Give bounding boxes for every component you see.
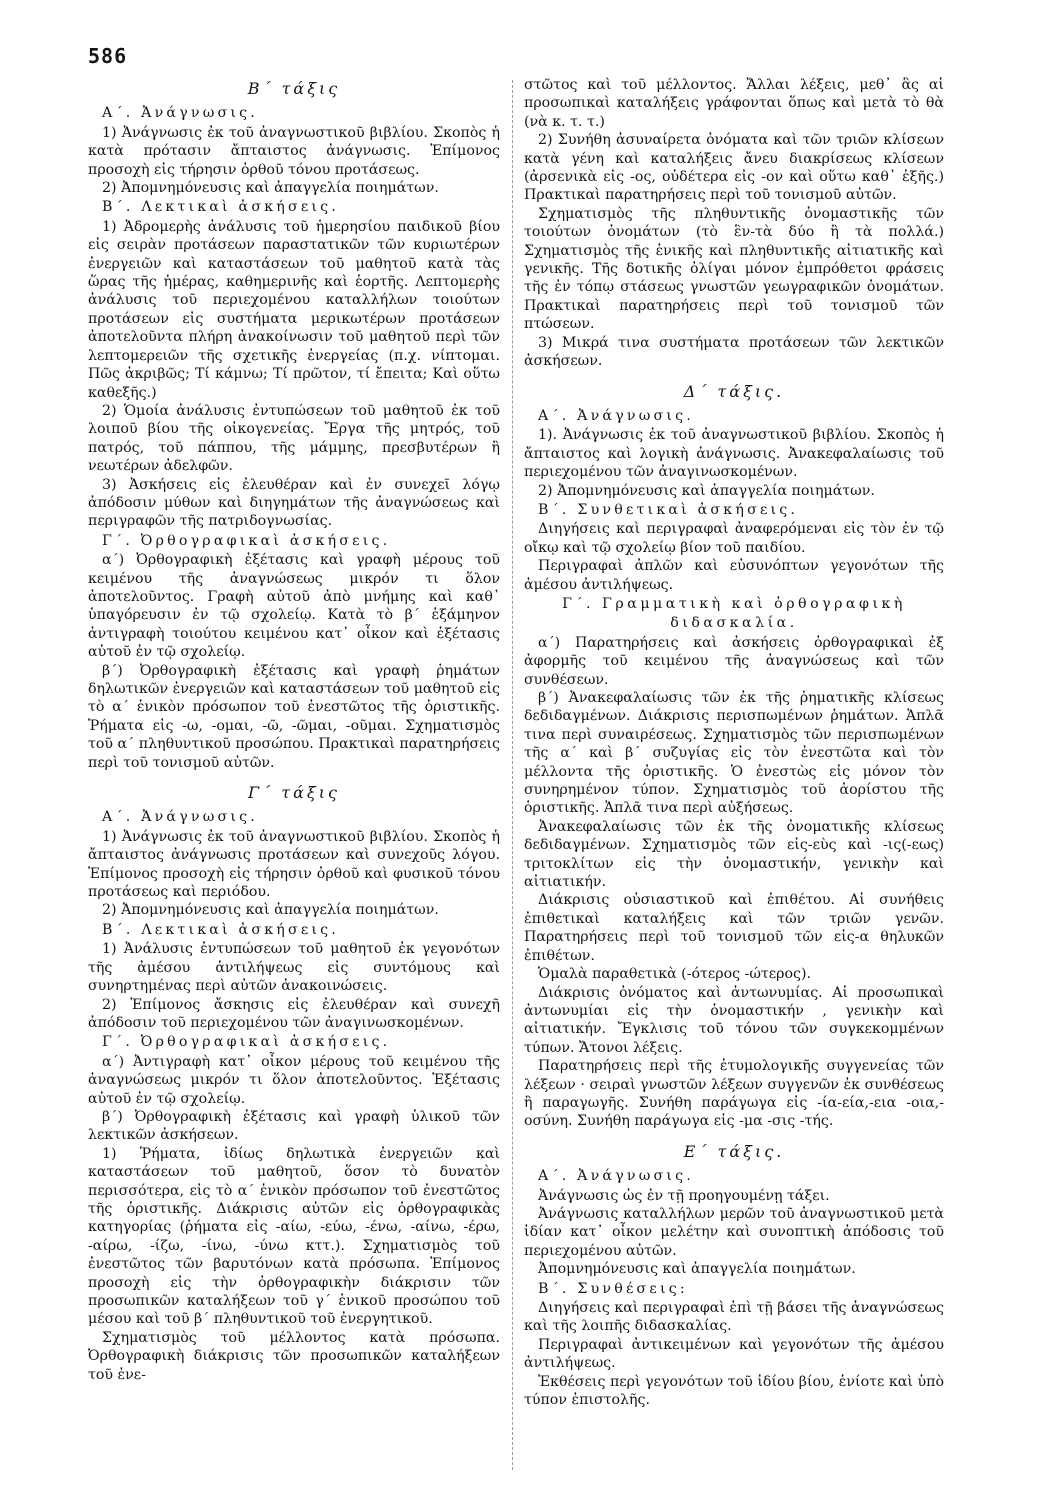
paragraph: 2) Ἐπίμονος ἄσκησις εἰς ἐλευθέραν καὶ συνεχῆ ἀπόδοσιν τοῦ περιεχομένου τῶν ἀναγινωσκομένων.: [88, 996, 500, 1031]
paragraph: Σχηματισμὸς τοῦ μέλλοντος κατὰ πρόσωπα. Ὀρθογραφικὴ διάκρισις τῶν προσωπικῶν καταλήξεων τοῦ ἐνε-: [88, 1329, 500, 1383]
left-column: [88, 78, 500, 1384]
paragraph: β΄) Ὀρθογραφικὴ ἐξέτασις καὶ γραφὴ ῥημάτων δηλωτικῶν ἐνεργειῶν καὶ καταστάσεων τοῦ μαθητοῦ εἰς τὸ α΄ ἑνικὸν πρόσωπον τοῦ ἐνεστῶτος τῆς ὁριστικῆς. Ῥήματα εἰς -ω, -ομαι, -ῶ, -ῶμαι, -οῦμαι. Σχηματισμὸς τοῦ α΄ πληθυντικοῦ προσώπου. Πρακτικαὶ παρατηρήσεις περὶ τοῦ τονισμοῦ αὐτῶν.: [88, 662, 500, 771]
grade-b-lexical-heading: Β΄. Λεκτικαὶ ἀσκήσεις.: [102, 199, 340, 216]
grade-e-compositions-heading: Β΄. Συνθέσεις:: [538, 1280, 688, 1297]
paragraph: α΄) Ὀρθογραφικὴ ἐξέτασις καὶ γραφὴ μέρους τοῦ κειμένου τῆς ἀναγνώσεως μικρόν τι ὅλον ἀποτελοῦντος. Γραφὴ αὐτοῦ ἀπὸ μνήμης καὶ καθ᾽ ὑπαγόρευσιν ἐν τῷ σχολείῳ. Κατὰ τὸ β΄ ἑξάμηνον ἀντιγραφὴ τοιούτου κειμένου κατ᾽ οἶκον καὶ ἐξέτασις αὐτοῦ ἐν τῷ σχολείῳ.: [88, 552, 500, 661]
paragraph: Ἀπομνημόνευσις καὶ ἀπαγγελία ποιημάτων.: [538, 1261, 856, 1278]
paragraph: 2) Ὁμοία ἀνάλυσις ἐντυπώσεων τοῦ μαθητοῦ ἐκ τοῦ λοιποῦ βίου τῆς οἰκογενείας. Ἔργα τῆς μητρός, τοῦ πατρός, τοῦ πάππου, τῆς μάμμης, πρεσβυτέρων ἢ νεωτέρων ἀδελφῶν.: [88, 402, 500, 475]
paragraph: 3) Μικρά τινα συστήματα προτάσεων τῶν λεκτικῶν ἀσκήσεων.: [524, 334, 944, 370]
paragraph: 2) Συνήθη ἀσυναίρετα ὀνόματα καὶ τῶν τριῶν κλίσεων κατὰ γένη καὶ καταλήξεις ἄνευ διακρίσεως κλίσεων (ἀρσενικὰ εἰς -ος, οὐδέτερα εἰς -ον καὶ οὕτω καθ᾽ ἑξῆς.) Πρακτικαὶ παρατηρήσεις περὶ τοῦ τονισμοῦ αὐτῶν.: [524, 132, 944, 204]
paragraph: β΄) Ἀνακεφαλαίωσις τῶν ἐκ τῆς ῥηματικῆς κλίσεως δεδιδαγμένων. Διάκρισις περισπωμένων ῥημάτων. Ἁπλᾶ τινα περὶ συναιρέσεως. Σχηματισμὸς τῶν περισπωμένων τῆς α΄ καὶ β΄ συζυγίας εἰς τὸν ἐνεστῶτα καὶ τὸν μέλλοντα τῆς ὁριστικῆς. Ὁ ἐνεστὼς εἰς μόνον τὸν συνηρημένον τύπον. Σχηματισμὸς τοῦ ἀορίστου τῆς ὁριστικῆς. Ἁπλᾶ τινα περὶ αὐξήσεως.: [524, 690, 944, 817]
paragraph: Ἀνακεφαλαίωσις τῶν ἐκ τῆς ὀνοματικῆς κλίσεως δεδιδαγμένων. Σχηματισμὸς τῶν εἰς-εὺς καὶ -ις(-εως) τριτοκλίτων εἰς τὴν ὀνομαστικήν, γενικὴν καὶ αἰτιατικήν.: [524, 818, 944, 891]
page-number: 586: [88, 44, 128, 68]
paragraph: 3) Ἀσκήσεις εἰς ἐλευθέραν καὶ ἐν συνεχεῖ λόγῳ ἀπόδοσιν μύθων καὶ διηγημάτων τῆς ἀναγνώσεως καὶ περιγραφῶν τῆς πατριδογνωσίας.: [88, 476, 500, 530]
paragraph: Διάκρισις ὀνόματος καὶ ἀντωνυμίας. Αἱ προσωπικαὶ ἀντωνυμίαι εἰς τὴν ὀνομαστικήν , γενικὴν καὶ αἰτιατικήν. Ἔγκλισις τοῦ τόνου τῶν συγκεκομμένων τύπων. Ἄτονοι λέξεις.: [524, 984, 944, 1056]
grade-d-synthetic-heading: Β΄. Συνθετικαὶ ἀσκήσεις.: [538, 501, 799, 518]
column-divider: [512, 80, 513, 1470]
paragraph: Σχηματισμὸς τῆς πληθυντικῆς ὀνομαστικῆς τῶν τοιούτων ὀνομάτων (τὸ ἓν-τὰ δύο ἢ τὰ πολλά.) Σχηματισμὸς τῆς ἑνικῆς καὶ πληθυντικῆς αἰτιατικῆς καὶ γενικῆς. Τῆς δοτικῆς ὀλίγαι μόνον ἐμπρόθετοι φράσεις τῆς ἐν τόπῳ στάσεως γνωστῶν γεωγραφικῶν ὀνομάτων. Πρακτικαὶ παρατηρήσεις περὶ τοῦ τονισμοῦ τῶν πτώσεων.: [524, 205, 944, 333]
paragraph: 1) Ἀδρομερὴς ἀνάλυσις τοῦ ἡμερησίου παιδικοῦ βίου εἰς σειρὰν προτάσεων παραστατικῶν τῶν κυριωτέρων ἐνεργειῶν καὶ καταστάσεων τοῦ μαθητοῦ κατὰ τὰς ὥρας τῆς ἡμέρας, καθημερινῆς καὶ ἑορτῆς. Λεπτομερὴς ἀνάλυσις τοῦ περιεχομένου καταλλήλων τοιούτων προτάσεων εἰς συστήματα μερικωτέρων προτάσεων ἀποτελοῦντα πλήρη ἀνακοίνωσιν τοῦ μαθητοῦ περὶ τῶν λεπτομερειῶν τῆς σχετικῆς ἐνεργείας (π.χ. νίπτομαι. Πῶς ἀκριβῶς; Τί κάμνω; Τί πρῶτον, τί ἔπειτα; Καὶ οὕτω καθεξῆς.): [88, 218, 500, 401]
grade-c-lexical-heading: Β΄. Λεκτικαὶ ἀσκήσεις.: [102, 921, 340, 938]
paragraph: Διάκρισις οὐσιαστικοῦ καὶ ἐπιθέτου. Αἱ συνήθεις ἐπιθετικαὶ καταλήξεις καὶ τῶν τριῶν γενῶν. Παρατηρήσεις περὶ τοῦ τονισμοῦ τῶν εἰς-α θηλυκῶν ἐπιθέτων.: [524, 892, 944, 964]
paragraph: β΄) Ὀρθογραφικὴ ἐξέτασις καὶ γραφὴ ὑλικοῦ τῶν λεκτικῶν ἀσκήσεων.: [88, 1108, 500, 1144]
paragraph: Ἀνάγνωσις ὡς ἐν τῇ προηγουμένῃ τάξει.: [538, 1187, 830, 1204]
paragraph: Ἀνάγνωσις καταλλήλων μερῶν τοῦ ἀναγνωστικοῦ μετὰ ἰδίαν κατ᾽ οἶκον μελέτην καὶ συνοπτικὴ ἀπόδοσις τοῦ περιεχομένου αὐτῶν.: [524, 1205, 944, 1259]
paragraph: 2) Ἀπομνημόνευσις καὶ ἀπαγγελία ποιημάτων.: [538, 482, 875, 499]
paragraph: Διηγήσεις καὶ περιγραφαὶ ἐπὶ τῇ βάσει τῆς ἀναγνώσεως καὶ τῆς λοιπῆς διδασκαλίας.: [524, 1300, 944, 1335]
paragraph: 1) Ἀνάλυσις ἐντυπώσεων τοῦ μαθητοῦ ἐκ γεγονότων τῆς ἀμέσου ἀντιλήψεως εἰς συντόμους καὶ συνηρτημένας περὶ αὐτῶν ἀνακοινώσεις.: [88, 941, 500, 995]
grade-c-title: Γ΄ τάξις: [248, 783, 340, 803]
grade-d-grammar-heading-cont: διδασκαλία.: [670, 615, 798, 632]
grade-b-reading-heading: Α΄. Ἀνάγνωσις.: [102, 105, 258, 122]
paragraph: 1) Ἀνάγνωσις ἐκ τοῦ ἀναγνωστικοῦ βιβλίου. Σκοπὸς ἡ κατὰ πρότασιν ἄπταιστος ἀνάγνωσις. Ἐπίμονος προσοχὴ εἰς τήρησιν ὀρθοῦ τόνου προτάσεως.: [88, 124, 500, 178]
paragraph: Περιγραφαὶ ἀντικειμένων καὶ γεγονότων τῆς ἀμέσου ἀντιλήψεως.: [524, 1336, 944, 1372]
grade-c-reading-heading: Α΄. Ἀνάγνωσις.: [102, 809, 258, 826]
paragraph: Περιγραφαὶ ἁπλῶν καὶ εὐσυνόπτων γεγονότων τῆς ἀμέσου ἀντιλήψεως.: [524, 558, 944, 593]
grade-b-ortho-heading: Γ΄. Ὀρθογραφικαὶ ἀσκήσεις.: [102, 532, 391, 549]
grade-b-title: B΄ τάξις: [247, 79, 341, 98]
grade-d-title: Δ΄ τάξις.: [683, 381, 785, 401]
paragraph: 2) Ἀπομνημόνευσις καὶ ἀπαγγελία ποιημάτων.: [102, 902, 439, 919]
paragraph-continuation: στῶτος καὶ τοῦ μέλλοντος. Ἄλλαι λέξεις, μεθ᾽ ἃς αἱ προσωπικαὶ καταλήξεις γράφονται ὅπως καὶ μετὰ τὸ θὰ (νὰ κ. τ. τ.): [524, 77, 944, 130]
paragraph: Ὁμαλὰ παραθετικὰ (-ότερος -ώτερος).: [538, 966, 812, 983]
paragraph: Ἐκθέσεις περὶ γεγονότων τοῦ ἰδίου βίου, ἐνίοτε καὶ ὑπὸ τύπον ἐπιστολῆς.: [524, 1373, 944, 1409]
paragraph: 1). Ἀνάγνωσις ἐκ τοῦ ἀναγνωστικοῦ βιβλίου. Σκοπὸς ἡ ἄπταιστος καὶ λογικὴ ἀνάγνωσις. Ἀνακεφαλαίωσις τοῦ περιεχομένου τῶν ἀναγινωσκομένων.: [524, 427, 944, 481]
grade-d-reading-heading: Α΄. Ἀνάγνωσις.: [538, 407, 694, 424]
grade-e-title: Ε΄ τάξις.: [683, 1141, 785, 1161]
right-column: [524, 76, 944, 1409]
grade-e-reading-heading: Α΄. Ἀνάγνωσις.: [538, 1168, 694, 1185]
paragraph: 2) Ἀπομνημόνευσις καὶ ἀπαγγελία ποιημάτων.: [102, 180, 439, 197]
grade-c-ortho-heading: Γ΄. Ὀρθογραφικαὶ ἀσκήσεις.: [102, 1034, 391, 1051]
paragraph: 1) Ῥήματα, ἰδίως δηλωτικὰ ἐνεργειῶν καὶ καταστάσεων τοῦ μαθητοῦ, ὅσον τὸ δυνατὸν περισσότερα, εἰς τὸ α΄ ἑνικὸν πρόσωπον τοῦ ἐνεστῶτος τῆς ὁριστικῆς. Διάκρισις αὐτῶν εἰς ὀρθογραφικὰς κατηγορίας (ῥήματα εἰς -αίω, -εύω, -ένω, -αίνω, -έρω, -αίρω, -ίζω, -ίνω, -ύνω κττ.). Σχηματισμὸς τοῦ ἐνεστῶτος τῶν βαρυτόνων κατὰ πρόσωπα. Ἐπίμονος προσοχὴ εἰς τὴν ὀρθογραφικὴν διάκρισιν τῶν προσωπικῶν καταλήξεων τοῦ γ΄ ἑνικοῦ προσώπου τοῦ μέσου καὶ τοῦ β΄ πληθυντικοῦ τοῦ ἐνεργητικοῦ.: [88, 1145, 500, 1328]
paragraph: 1) Ἀνάγνωσις ἐκ τοῦ ἀναγνωστικοῦ βιβλίου. Σκοπὸς ἡ ἄπταιστος ἀνάγνωσις προτάσεων καὶ συνεχοῦς λόγου. Ἐπίμονος προσοχὴ εἰς τήρησιν ὀρθοῦ καὶ φυσικοῦ τόνου προτάσεως καὶ περιόδου.: [88, 828, 500, 901]
paragraph: Διηγήσεις καὶ περιγραφαὶ ἀναφερόμεναι εἰς τὸν ἐν τῷ οἴκῳ καὶ τῷ σχολείῳ βίον τοῦ παιδίου.: [524, 521, 944, 556]
paragraph: α΄) Ἀντιγραφὴ κατ᾽ οἶκον μέρους τοῦ κειμένου τῆς ἀναγνώσεως μικρόν τι ὅλον ἀποτελοῦντος. Ἐξέτασις αὐτοῦ ἐν τῷ σχολείῳ.: [88, 1053, 500, 1107]
paragraph: Παρατηρήσεις περὶ τῆς ἐτυμολογικῆς συγγενείας τῶν λέξεων · σειραὶ γνωστῶν λέξεων συγγενῶν ἐκ συνθέσεως ἢ παραγωγῆς. Συνήθη παράγωγα εἰς -ία-εία,-εια -οια,-οσύνη. Συνήθη παράγωγα εἰς -μα -σις -τής.: [524, 1058, 944, 1130]
grade-d-grammar-heading: Γ΄. Γραμματικὴ καὶ ὀρθογραφικὴ: [562, 595, 906, 612]
paragraph: α΄) Παρατηρήσεις καὶ ἀσκήσεις ὀρθογραφικαὶ ἐξ ἀφορμῆς τοῦ κειμένου τῆς ἀναγνώσεως καὶ τῶν συνθέσεων.: [524, 634, 944, 688]
